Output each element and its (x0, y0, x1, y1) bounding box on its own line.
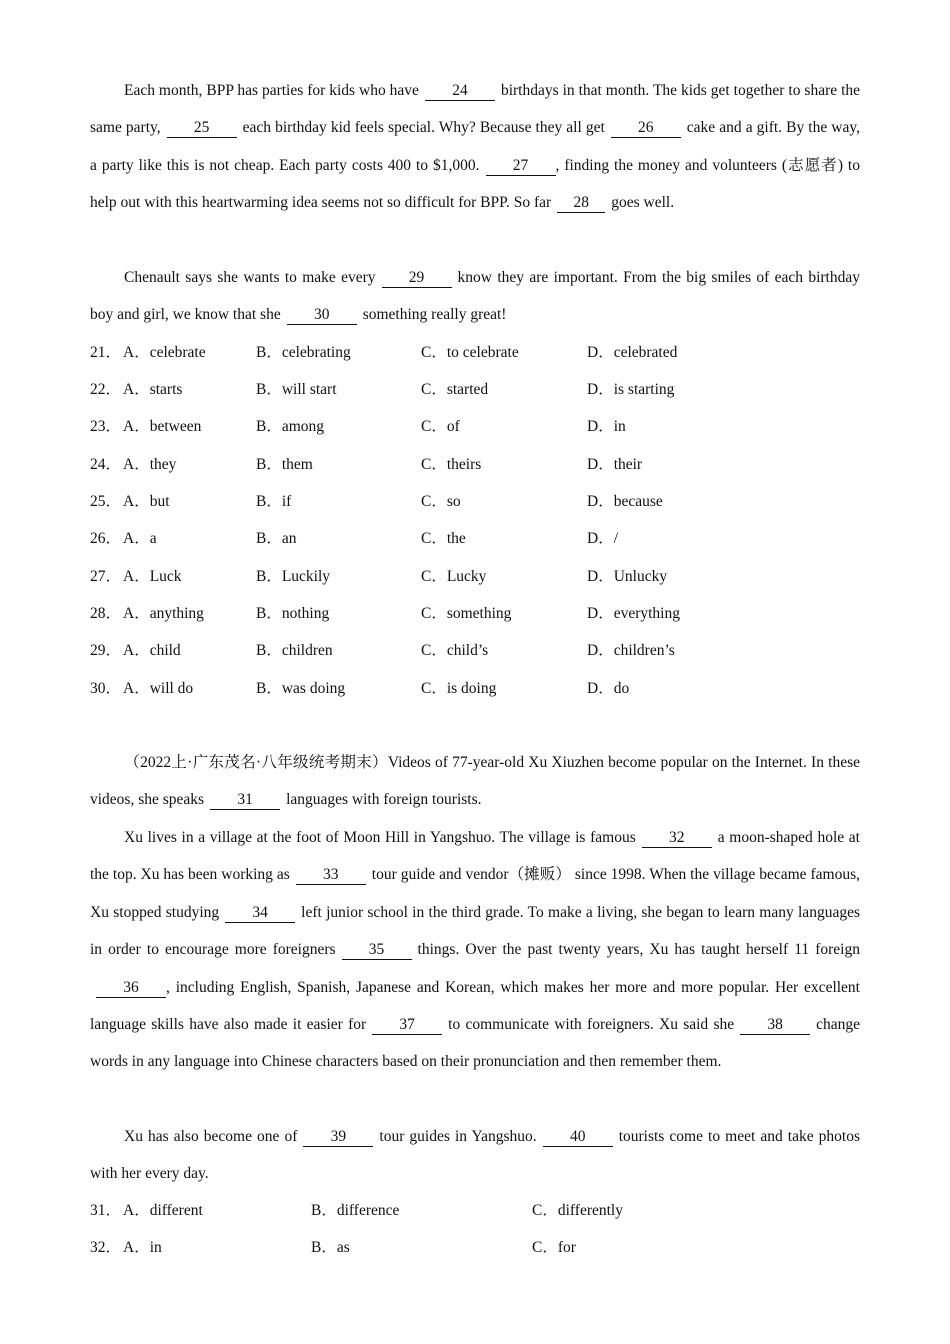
option-a[interactable]: A．celebrate (123, 344, 206, 361)
passage2-paragraph1: （2022上·广东茂名·八年级统考期末）Videos of 77-year-old Xu Xiuzhen become popular on the Internet. In these videos, she speaks 31 languages with foreign tourists. (90, 754, 860, 809)
option-b[interactable]: B．them (256, 456, 313, 473)
option-b[interactable]: B．nothing (256, 605, 330, 622)
question-number: 25． (90, 493, 122, 510)
option-b[interactable]: B．Luckily (256, 568, 331, 585)
option-c[interactable]: C．child’s (421, 642, 489, 659)
option-c[interactable]: C．theirs (421, 456, 482, 473)
option-b[interactable]: B．an (256, 530, 297, 547)
option-a[interactable]: A．in (123, 1239, 162, 1256)
option-c[interactable]: C．is doing (421, 680, 497, 697)
blank-38[interactable]: 38 (740, 1016, 810, 1035)
blank-25[interactable]: 25 (167, 119, 237, 138)
option-d[interactable]: D．/ (587, 530, 619, 547)
option-c[interactable]: C．Lucky (421, 568, 487, 585)
option-d[interactable]: D．because (587, 493, 663, 510)
blank-36[interactable]: 36 (96, 979, 166, 998)
blank-24[interactable]: 24 (425, 82, 495, 101)
option-b[interactable]: B．if (256, 493, 292, 510)
option-d[interactable]: D．do (587, 680, 630, 697)
passage1-paragraph1: Each month, BPP has parties for kids who have 24 birthdays in that month. The kids get together to share the same party, 25 each birthday kid feels special. Why? Because they all get 26 cake and a gift. By the way, a party like this is not cheap. Each party costs 400 to $1,000. 27 , finding the money and volunteers (志愿者) to help out with this heartwarming idea seems not so difficult for BPP. So far 28 goes well. (90, 82, 861, 212)
passage2-paragraph3: Xu has also become one of 39 tour guides in Yangshuo. 40 tourists come to meet and take photos with her every day. (90, 1128, 860, 1183)
question-number: 32． (90, 1239, 122, 1256)
option-b[interactable]: B．among (256, 418, 325, 435)
blank-26[interactable]: 26 (611, 119, 681, 138)
option-c[interactable]: C．the (421, 530, 466, 547)
blank-31[interactable]: 31 (210, 791, 280, 810)
question-number: 29． (90, 642, 122, 659)
blank-34[interactable]: 34 (225, 904, 295, 923)
question-29 (90, 640, 870, 662)
question-27 (90, 566, 870, 588)
question-number: 30． (90, 680, 122, 697)
option-c[interactable]: C．differently (532, 1202, 623, 1219)
option-b[interactable]: B．celebrating (256, 344, 351, 361)
option-d[interactable]: D．in (587, 418, 626, 435)
question-30 (90, 678, 870, 700)
option-b[interactable]: B．children (256, 642, 333, 659)
blank-39[interactable]: 39 (303, 1128, 373, 1147)
option-d[interactable]: D．Unlucky (587, 568, 668, 585)
option-b[interactable]: B．as (311, 1239, 350, 1256)
question-number: 27． (90, 568, 122, 585)
passage2-paragraph2: Xu lives in a village at the foot of Moon Hill in Yangshuo. The village is famous 32 a moon-shaped hole at the top. Xu has been working as 33 tour guide and vendor（摊贩） since 1998. When the village became famous, Xu stopped studying 34 left junior school in the third grade. To make a living, she began to learn many languages in order to encourage more foreigners 35 things. Over the past twenty years, Xu has taught herself 11 foreign36 , including English, Spanish, Japanese and Korean, which makes her more and more popular. Her excellent language skills have also made it easier for 37 to communicate with foreigners. Xu said she 38 change words in any language into Chinese characters based on their pronunciation and then remember them. (90, 829, 860, 1071)
option-d[interactable]: D．children’s (587, 642, 675, 659)
passage1-paragraph2: Chenault says she wants to make every 29 know they are important. From the big smiles of each birthday boy and girl, we know that she 30 something really great! (90, 269, 860, 324)
question-24 (90, 454, 870, 476)
option-a[interactable]: A．they (123, 456, 177, 473)
blank-35[interactable]: 35 (342, 941, 412, 960)
option-b[interactable]: B．difference (311, 1202, 400, 1219)
option-a[interactable]: A．child (123, 642, 181, 659)
question-22 (90, 379, 870, 401)
option-b[interactable]: B．will start (256, 381, 337, 398)
option-a[interactable]: A．starts (123, 381, 183, 398)
option-c[interactable]: C．of (421, 418, 460, 435)
question-32 (90, 1237, 870, 1259)
option-d[interactable]: D．is starting (587, 381, 675, 398)
blank-37[interactable]: 37 (372, 1016, 442, 1035)
option-c[interactable]: C．so (421, 493, 461, 510)
question-number: 31． (90, 1202, 122, 1219)
question-28 (90, 603, 870, 625)
option-c[interactable]: C．to celebrate (421, 344, 519, 361)
option-c[interactable]: C．started (421, 381, 489, 398)
blank-27[interactable]: 27 (486, 157, 556, 176)
option-a[interactable]: A．between (123, 418, 202, 435)
question-number: 23． (90, 418, 122, 435)
option-d[interactable]: D．celebrated (587, 344, 678, 361)
option-a[interactable]: A．a (123, 530, 157, 547)
blank-29[interactable]: 29 (382, 269, 452, 288)
question-26 (90, 528, 870, 550)
question-number: 21． (90, 344, 122, 361)
blank-33[interactable]: 33 (296, 866, 366, 885)
option-a[interactable]: A．will do (123, 680, 194, 697)
question-number: 26． (90, 530, 122, 547)
option-a[interactable]: A．Luck (123, 568, 182, 585)
option-c[interactable]: C．for (532, 1239, 576, 1256)
option-a[interactable]: A．different (123, 1202, 203, 1219)
source-note: （2022上·广东茂名·八年级统考期末） (124, 754, 388, 771)
option-d[interactable]: D．their (587, 456, 643, 473)
blank-28[interactable]: 28 (557, 194, 605, 213)
question-23 (90, 416, 870, 438)
blank-30[interactable]: 30 (287, 306, 357, 325)
option-a[interactable]: A．but (123, 493, 170, 510)
option-d[interactable]: D．everything (587, 605, 680, 622)
question-number: 28． (90, 605, 122, 622)
option-c[interactable]: C．something (421, 605, 512, 622)
blank-40[interactable]: 40 (543, 1128, 613, 1147)
question-25 (90, 491, 870, 513)
question-21 (90, 342, 870, 364)
question-31 (90, 1200, 870, 1222)
blank-32[interactable]: 32 (642, 829, 712, 848)
question-number: 24． (90, 456, 122, 473)
question-number: 22． (90, 381, 122, 398)
option-a[interactable]: A．anything (123, 605, 204, 622)
option-b[interactable]: B．was doing (256, 680, 346, 697)
